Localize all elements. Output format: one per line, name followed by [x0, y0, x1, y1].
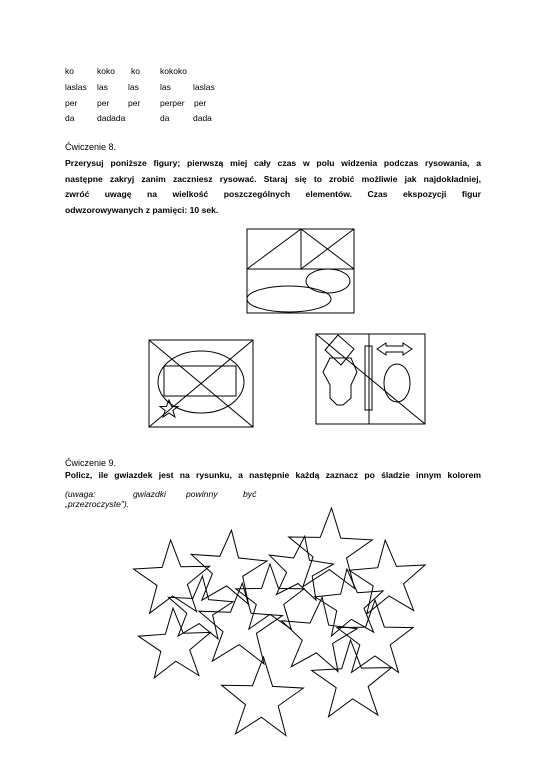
exercise-9-note-word: gwiazdki [133, 489, 166, 499]
syllable: ko [131, 66, 140, 76]
syllable: kokoko [160, 66, 187, 76]
star [315, 569, 383, 636]
exercise-9-note-word: być [243, 489, 257, 499]
star [337, 600, 413, 672]
instruction-line: następne zakryj zanim zaczniesz rysować. Staraj się to zrobić możliwie jak najdokładniej, [65, 173, 481, 184]
syllable: da [160, 113, 170, 123]
syllable: laslas [193, 82, 215, 92]
syllable: dada [193, 113, 212, 123]
star [222, 657, 304, 736]
exercise-9-heading: Ćwiczenie 9. [65, 458, 117, 468]
star [199, 583, 283, 664]
exercise-9-instruction: Policz, ile gwiazdek jest na rysunku, a następnie każdą zaznacz po śladzie innym kolorem [65, 470, 481, 480]
syllable: da [65, 113, 75, 123]
syllable: ko [65, 66, 74, 76]
syllable: laslas [65, 82, 87, 92]
syllable: dadada [97, 113, 126, 123]
star [138, 608, 210, 678]
instruction-line: odwzorowywanych z pamięci: 10 sek. [65, 204, 219, 215]
star [134, 540, 210, 613]
syllable: perper [160, 98, 185, 108]
syllable: las [128, 82, 139, 92]
exercise-9-note-line2: „przezroczyste"). [65, 499, 130, 509]
syllable: per [128, 98, 141, 108]
syllable: per [65, 98, 78, 108]
instruction-line: zwróć uwagę na wielkość poszczególnych elementów. Czas ekspozycji figur [65, 189, 481, 199]
star [289, 508, 373, 589]
instruction-line: Przerysuj poniższe figury; pierwszą miej cały czas w polu widzenia podczas rysowania, a [65, 158, 481, 168]
syllable: las [97, 82, 108, 92]
exercise-9-note-word: powinny [186, 489, 218, 499]
exercise-8-heading: Ćwiczenie 8. [65, 142, 117, 152]
syllable: per [194, 98, 207, 108]
star [349, 540, 425, 614]
exercise-9-note-word: (uwaga: [65, 489, 96, 499]
syllable: koko [97, 66, 115, 76]
syllable: las [160, 82, 171, 92]
star [169, 576, 234, 639]
syllable: per [97, 98, 110, 108]
star [191, 530, 267, 604]
star [312, 640, 392, 717]
